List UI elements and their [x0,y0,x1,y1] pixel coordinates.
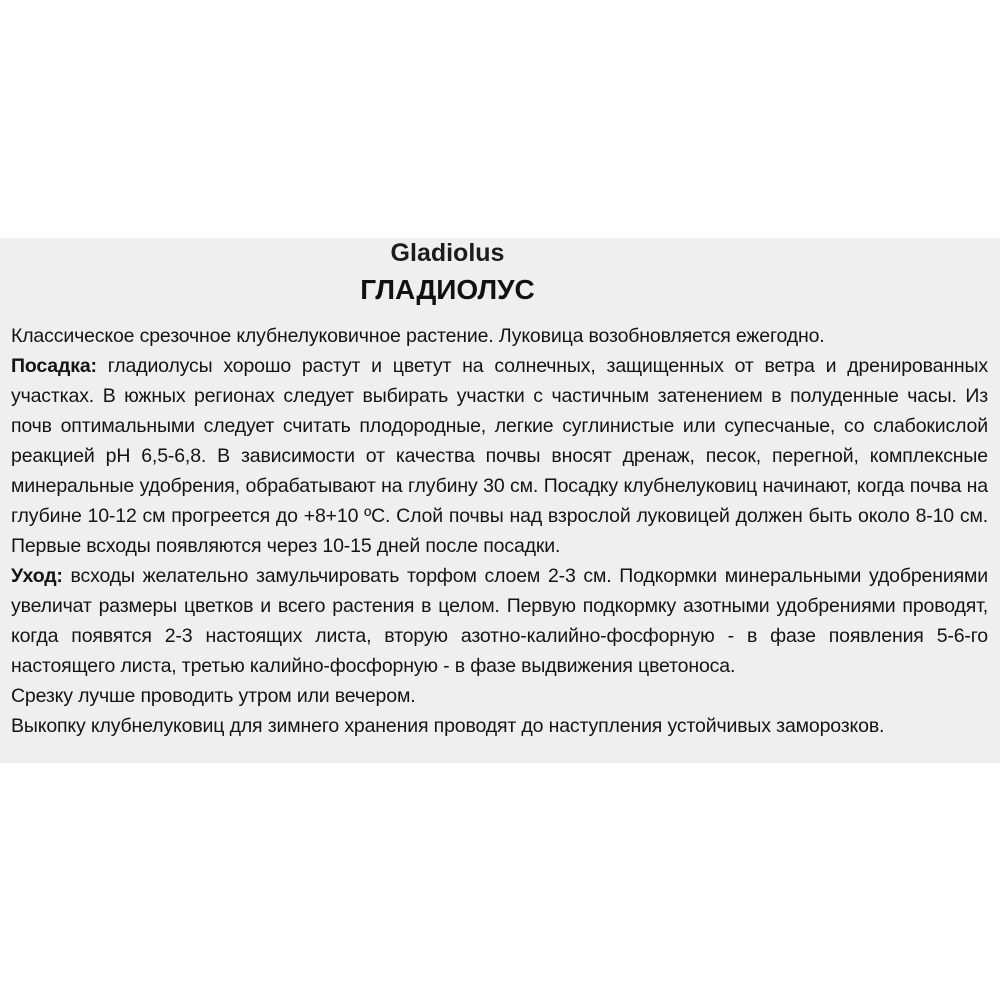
care-heading: Уход: [11,565,63,587]
planting-text: гладиолусы хорошо растут и цветут на солнечных, защищенных от ветра и дренированных участках. В южных регионах следует выбирать участки с частичным затенением в полуденные часы. Из почв оптимальными следует считать плодородные, легкие суглинистые или супесчаные, со слабокислой реакцией pH 6,5-6,8. В зависимости от качества почвы вносят дренаж, песок, перегной, комплексные минеральные удобрения, обрабатывают на глубину 30 см. Посадку клубнелуковиц начинают, когда почва на глубине 10-12 см прогреется до +8+10 ºС. Слой почвы над взрослой луковицей должен быть около 8-10 см. Первые всходы появляются через 10-15 дней после посадки. [11,355,988,557]
title-latin: Gladiolus [390,239,505,267]
intro-paragraph: Классическое срезочное клубнелуковичное растение. Луковица возобновляется ежегодно. [11,325,825,347]
planting-heading: Посадка: [11,355,97,377]
care-paragraph [11,561,988,681]
care-text: всходы желательно замульчировать торфом слоем 2-3 см. Подкормки минеральными удобрениями увеличат размеры цветков и всего растения в целом. Первую подкормку азотными удобрениями проводят, когда появятся 2-3 настоящих листа, вторую азотно-калийно-фосфорную - в фазе появления 5-6-го настоящего листа, третью калийно-фосфорную - в фазе выдвижения цветоноса. [11,565,988,677]
description-text [11,321,988,741]
cutting-paragraph: Срезку лучше проводить утром или вечером. [11,685,416,707]
title-russian: ГЛАДИОЛУС [360,274,535,305]
planting-paragraph [11,351,988,561]
product-label [0,238,1000,763]
digging-paragraph: Выкопку клубнелуковиц для зимнего хранения проводят до наступления устойчивых заморозков. [11,715,885,737]
